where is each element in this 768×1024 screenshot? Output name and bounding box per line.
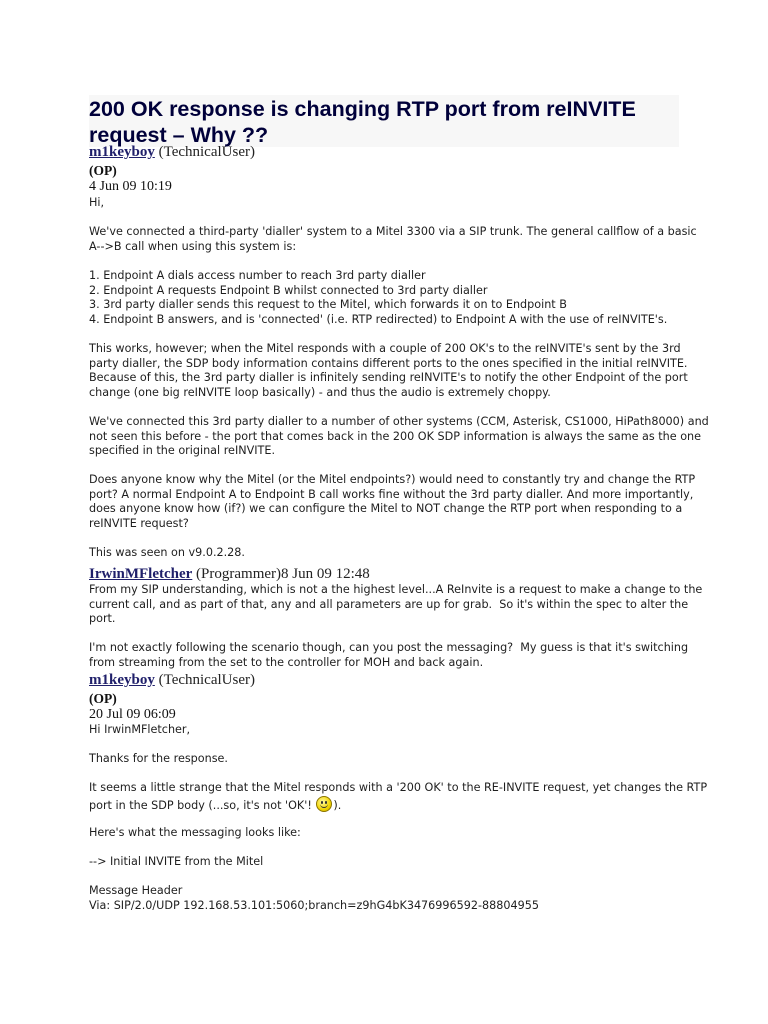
body-line: We've connected a third-party 'dialler' system to a Mitel 3300 via a SIP trunk. The general callflow of a basic: [89, 225, 697, 239]
body-line: [89, 840, 689, 855]
body-line: [89, 327, 689, 342]
body-line: specified in the original reINVITE.: [89, 444, 276, 458]
body-line: [89, 254, 689, 269]
body-line: 2. Endpoint A requests Endpoint B whilst connected to 3rd party dialler: [89, 283, 488, 297]
body-line: party dialler, the SDP body information contains different ports to the ones specified in the initial reINVITE.: [89, 356, 688, 370]
body-line: does anyone know how (if?) we can configure the Mitel to NOT change the RTP port when responding to a: [89, 502, 683, 516]
post-2-body: [89, 583, 703, 671]
post-3-date: 20 Jul 09 06:09: [89, 707, 176, 722]
body-line: 4. Endpoint B answers, and is 'connected' (i.e. RTP redirected) to Endpoint A with the use of reINVITE's.: [89, 312, 668, 326]
body-line: [89, 869, 689, 884]
post-1-author-line: [89, 144, 255, 161]
body-line: It seems a little strange that the Mitel responds with a '200 OK' to the RE-INVITE request, yet changes the RTP: [89, 781, 708, 795]
body-line: This works, however; when the Mitel responds with a couple of 200 OK's to the reINVITE's sent by the 3rd: [89, 341, 681, 355]
post-2-author-line: [89, 566, 370, 583]
body-line: port.: [89, 612, 116, 626]
body-line: [89, 811, 689, 826]
post-1-op-badge: (OP): [89, 163, 117, 178]
body-line: A-->B call when using this system is:: [89, 239, 297, 253]
smiley-icon: [316, 796, 332, 812]
post-3-body-part1: [89, 723, 708, 796]
thread-title: 200 OK response is changing RTP port from reINVITE request – Why ??: [89, 97, 636, 147]
body-line: Message Header: [89, 883, 183, 897]
body-line: [89, 532, 689, 547]
post-1-date: 4 Jun 09 10:19: [89, 179, 172, 194]
body-line: [89, 211, 689, 226]
body-line: Because of this, the 3rd party dialler is infinitely sending reINVITE's to notify the other Endpoint of the port: [89, 371, 688, 385]
body-line: 3. 3rd party dialler sends this request to the Mitel, which forwards it on to Endpoint B: [89, 298, 567, 312]
body-line: change (one big reINVITE loop basically) - and thus the audio is extremely choppy.: [89, 385, 551, 399]
body-line: [89, 767, 689, 782]
post-3-author-line: [89, 672, 255, 689]
body-line: Does anyone know why the Mitel (or the Mitel endpoints?) would need to constantly try and change the RTP: [89, 473, 696, 487]
post-2-date: 8 Jun 09 12:48: [281, 566, 370, 582]
post-3-smiley-before: port in the SDP body (...so, it's not 'OK'!: [89, 799, 316, 812]
post-3-author-link[interactable]: m1keyboy: [89, 672, 155, 688]
body-line: Hi IrwinMFletcher,: [89, 723, 191, 736]
body-line: Thanks for the response.: [89, 752, 228, 766]
post-2-author-role: (Programmer): [196, 566, 282, 582]
post-3-op-badge: (OP): [89, 691, 117, 706]
body-line: --> Initial INVITE from the Mitel: [89, 854, 264, 868]
post-3-body-part2: [89, 811, 689, 913]
body-line: Here's what the messaging looks like:: [89, 825, 301, 839]
post-2-author-link[interactable]: IrwinMFletcher: [89, 566, 193, 582]
body-line: current call, and as part of that, any and all parameters are up for grab. So it's within the spec to alter the: [89, 597, 689, 611]
post-3-author-role: (TechnicalUser): [158, 672, 255, 688]
body-line: This was seen on v9.0.2.28.: [89, 546, 245, 560]
body-line: not seen this before - the port that comes back in the 200 OK SDP information is always the same as the one: [89, 429, 702, 443]
body-line: From my SIP understanding, which is not a the highest level...A ReInvite is a request to make a change to the: [89, 583, 703, 596]
body-line: Via: SIP/2.0/UDP 192.168.53.101:5060;branch=z9hG4bK3476996592-88804955: [89, 898, 539, 912]
body-line: [89, 627, 689, 642]
body-line: We've connected this 3rd party dialler to a number of other systems (CCM, Asterisk, CS1000, HiPath8000) and: [89, 414, 709, 428]
body-line: [89, 738, 689, 753]
body-line: [89, 400, 689, 415]
body-line: [89, 459, 689, 474]
post-1-author-link[interactable]: m1keyboy: [89, 144, 155, 160]
body-line: port? A normal Endpoint A to Endpoint B call works fine without the 3rd party dialler. And more importantly,: [89, 487, 694, 501]
post-1-body: [89, 196, 709, 561]
body-line: from streaming from the set to the controller for MOH and back again.: [89, 655, 484, 669]
body-line: reINVITE request?: [89, 517, 189, 531]
body-line: I'm not exactly following the scenario though, can you post the messaging? My guess is that it's switching: [89, 641, 689, 655]
post-3-smiley-after: ).: [333, 799, 342, 812]
post-1-author-role: (TechnicalUser): [158, 144, 255, 160]
body-line: Hi,: [89, 196, 105, 209]
body-line: 1. Endpoint A dials access number to reach 3rd party dialler: [89, 268, 426, 282]
